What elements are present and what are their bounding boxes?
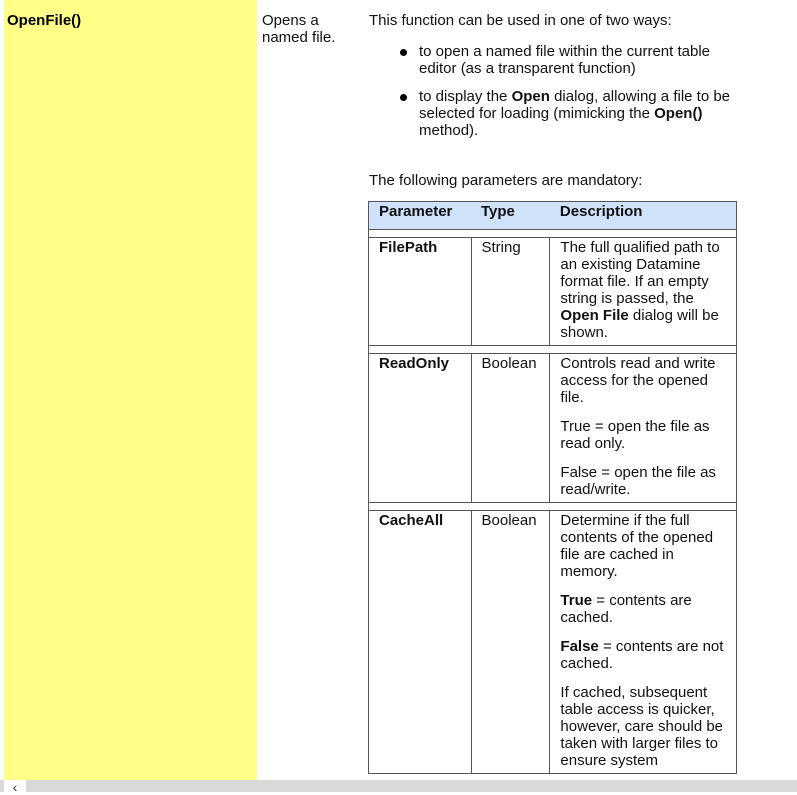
bullet-icon — [400, 94, 407, 101]
text-run: If cached, subsequent table access is quicker, however, care should be taken with larger files to ensure system — [560, 684, 724, 769]
bold-text: Open() — [654, 105, 703, 122]
bold-text: Open File — [560, 307, 629, 324]
header-description: Description — [550, 202, 737, 230]
text-run: Controls read and write access for the opened file. — [560, 355, 716, 406]
bold-text: False — [560, 638, 599, 655]
row-spacer — [369, 230, 737, 238]
header-parameter: Parameter — [369, 202, 472, 230]
description-paragraph — [560, 512, 730, 580]
param-type: Boolean — [471, 354, 550, 503]
parameters-intro: The following parameters are mandatory: — [369, 172, 643, 189]
text-run: dialog will be shown. — [560, 307, 719, 341]
usage-list — [369, 43, 779, 139]
text-run: False = open the file as read/write. — [560, 464, 716, 498]
text-run: to open a named file within the current table editor (as a transparent function) — [419, 43, 711, 77]
param-description — [550, 511, 737, 774]
param-description — [550, 354, 737, 503]
text-run: True = open the file as read only. — [560, 418, 710, 452]
param-type: Boolean — [471, 511, 550, 774]
param-name: FilePath — [369, 238, 472, 346]
description-paragraph — [560, 239, 730, 341]
bold-text: Open — [511, 88, 550, 105]
description-paragraph — [560, 684, 730, 769]
horizontal-scrollbar[interactable] — [0, 779, 797, 795]
table-row — [369, 511, 737, 774]
text-run: dialog, allowing a file to be selected for loading (mimicking the — [419, 88, 731, 122]
description-paragraph — [560, 638, 730, 672]
list-item — [419, 43, 739, 77]
row-spacer — [369, 346, 737, 354]
text-run: method). — [419, 122, 479, 139]
text-run: The full qualified path to an existing Datamine format file. If an empty string is passed, the — [560, 239, 720, 307]
function-summary: Opens a named file. — [262, 12, 336, 46]
function-name-cell — [4, 0, 257, 780]
table-row — [369, 238, 737, 346]
description-paragraph — [560, 355, 730, 406]
text-run: = contents are not cached. — [560, 638, 724, 672]
param-type: String — [471, 238, 550, 346]
row-spacer — [369, 503, 737, 511]
description-paragraph — [560, 464, 730, 498]
description-intro: This function can be used in one of two ways: — [369, 12, 672, 29]
text-run: to display the — [419, 88, 512, 105]
param-name: ReadOnly — [369, 354, 472, 503]
param-description — [550, 238, 737, 346]
description-paragraph — [560, 418, 730, 452]
description-paragraph — [560, 592, 730, 626]
chevron-left-icon[interactable]: ‹ — [4, 780, 26, 792]
text-run: Determine if the full contents of the opened file are cached in memory. — [560, 512, 714, 580]
bold-text: True — [560, 592, 593, 609]
table-header-row — [369, 202, 737, 230]
header-type: Type — [471, 202, 550, 230]
parameters-table — [368, 201, 737, 774]
list-item — [419, 88, 739, 139]
text-run: = contents are cached. — [560, 592, 692, 626]
param-name: CacheAll — [369, 511, 472, 774]
table-row — [369, 354, 737, 503]
bullet-icon — [400, 49, 407, 56]
function-name: OpenFile() — [7, 12, 82, 29]
function-description — [369, 12, 779, 150]
